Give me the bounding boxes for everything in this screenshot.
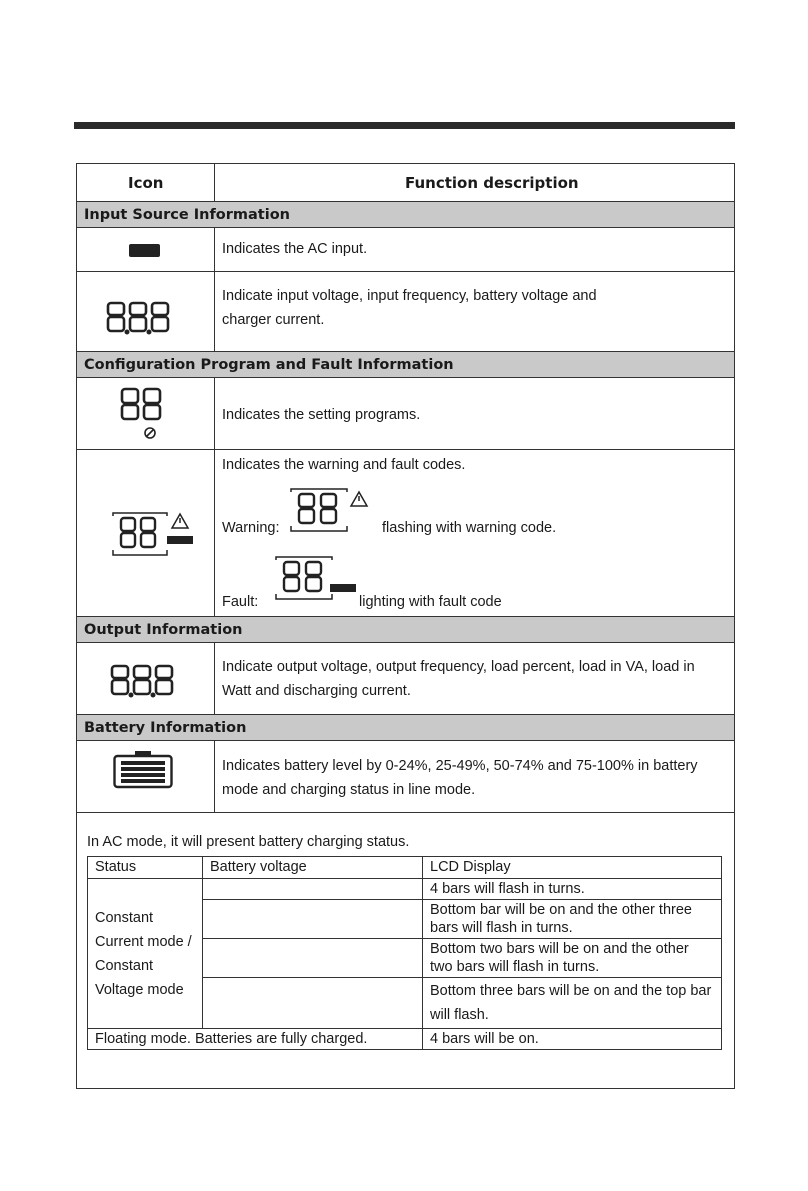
header-rule	[74, 122, 735, 129]
floating-status-cell: Floating mode. Batteries are fully charged.	[88, 1029, 423, 1050]
row-text-line2: mode and charging status in line mode.	[222, 782, 476, 798]
row-text-line2: charger current.	[222, 312, 325, 328]
row-ac-input	[77, 228, 734, 272]
fault-label: Fault:	[222, 594, 259, 610]
two-digit-setting-icon	[121, 388, 165, 446]
col-status-header: Status	[88, 857, 203, 879]
section-battery	[77, 715, 734, 741]
table-header-row	[77, 164, 734, 202]
col-lcd-header: LCD Display	[423, 857, 722, 879]
header-function-cell	[215, 164, 734, 201]
icon-cell	[77, 228, 215, 271]
warning-text: flashing with warning code.	[382, 520, 557, 536]
charging-status-table	[87, 856, 722, 1050]
icon-cell	[77, 643, 215, 714]
row-text-line2: Watt and discharging current.	[222, 683, 411, 699]
voltage-cell	[203, 939, 423, 978]
fault-text: lighting with fault code	[359, 594, 502, 610]
lcd-display-cell: 4 bars will flash in turns.	[423, 879, 722, 900]
warning-fault-display-icon	[111, 512, 197, 558]
table-row	[88, 1029, 722, 1050]
voltage-cell	[203, 978, 423, 1029]
fault-title: Indicates the warning and fault codes.	[222, 457, 466, 473]
three-digit-display-icon	[111, 665, 175, 697]
ac-input-icon	[129, 244, 161, 258]
mode-line: Current mode /	[95, 933, 192, 950]
section-title: Configuration Program and Fault Information	[84, 357, 454, 373]
table-row	[88, 879, 722, 900]
desc-cell	[215, 741, 734, 812]
row-input-digits	[77, 272, 734, 352]
icon-cell	[77, 272, 215, 351]
desc-cell	[215, 643, 734, 714]
col-voltage-header: Battery voltage	[203, 857, 423, 879]
section-title: Input Source Information	[84, 207, 290, 223]
desc-cell	[215, 228, 734, 271]
desc-cell	[215, 450, 734, 616]
header-icon-label: Icon	[128, 174, 164, 192]
voltage-cell	[203, 900, 423, 939]
ac-mode-note: In AC mode, it will present battery charging status.	[87, 834, 410, 850]
mode-line: Constant	[95, 909, 154, 926]
row-output-digits	[77, 643, 734, 715]
section-input	[77, 202, 734, 228]
section-title: Battery Information	[84, 720, 247, 736]
lcd-display-cell: Bottom two bars will be on and the other two bars will flash in turns.	[423, 939, 722, 978]
row-battery	[77, 741, 734, 813]
section-output	[77, 617, 734, 643]
icon-table	[76, 163, 735, 1089]
row-text-line1: Indicate input voltage, input frequency, battery voltage and	[222, 288, 597, 304]
row-text-line1: Indicates battery level by 0-24%, 25-49%, 50-74% and 75-100% in battery	[222, 758, 698, 774]
warning-label: Warning:	[222, 520, 280, 536]
row-text-line1: Indicate output voltage, output frequency, load percent, load in VA, load in	[222, 659, 695, 675]
row-text: Indicates the setting programs.	[222, 407, 421, 423]
three-digit-display-icon	[107, 302, 171, 334]
battery-level-icon	[113, 751, 175, 791]
fault-display-icon	[274, 556, 364, 602]
lcd-display-cell: 4 bars will be on.	[423, 1029, 722, 1050]
constant-mode-cell	[88, 879, 203, 1029]
voltage-cell	[203, 879, 423, 900]
desc-cell	[215, 378, 734, 449]
icon-cell	[77, 378, 215, 449]
header-icon-cell	[77, 164, 215, 201]
mode-line: Constant	[95, 957, 154, 974]
table-header-row	[88, 857, 722, 879]
lcd-display-cell: Bottom three bars will be on and the top bar will flash.	[423, 978, 722, 1029]
mode-line: Voltage mode	[95, 981, 184, 998]
warning-display-icon	[289, 488, 369, 534]
section-config	[77, 352, 734, 378]
icon-cell	[77, 450, 215, 616]
row-text: Indicates the AC input.	[222, 241, 368, 257]
section-title: Output Information	[84, 622, 243, 638]
header-function-label: Function description	[405, 174, 579, 192]
icon-cell	[77, 741, 215, 812]
row-warning-fault	[77, 450, 734, 617]
lcd-display-cell: Bottom bar will be on and the other three bars will flash in turns.	[423, 900, 722, 939]
row-setting	[77, 378, 734, 450]
desc-cell	[215, 272, 734, 351]
